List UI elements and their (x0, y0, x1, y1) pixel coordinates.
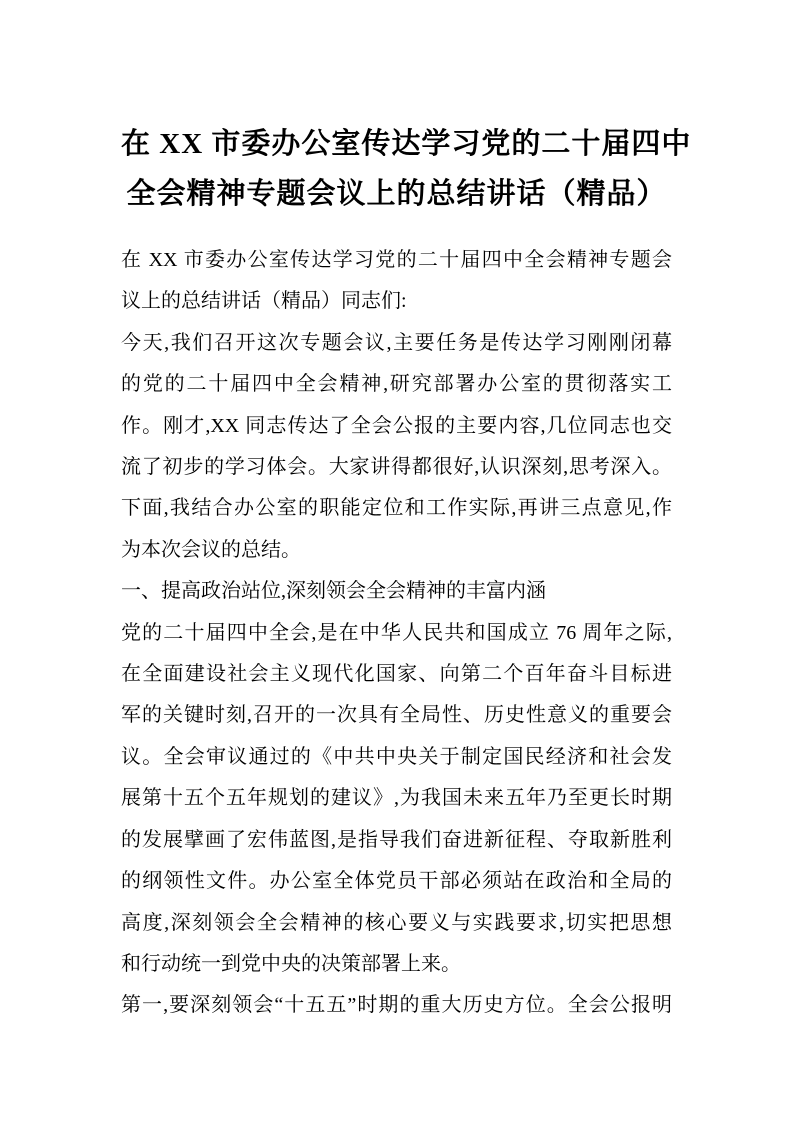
document-title-line-1: 在 XX 市委办公室传达学习党的二十届四中 (121, 128, 692, 160)
body-line: 在全面建设社会主义现代化国家、向第二个百年奋斗目标进 (121, 663, 672, 686)
document-title (0, 0, 793, 219)
body-line: 高度,深刻领会全会精神的核心要义与实践要求,切实把思想 (121, 911, 672, 934)
body-line: 今天,我们召开这次专题会议,主要任务是传达学习刚刚闭幕 (121, 331, 672, 354)
body-line: 的党的二十届四中全会精神,研究部署办公室的贯彻落实工 (121, 373, 672, 396)
document-body (0, 240, 793, 1027)
body-line: 议上的总结讲话（精品）同志们: (121, 290, 407, 313)
body-line: 第一,要深刻领会“十五五”时期的重大历史方位。全会公报明 (121, 994, 672, 1017)
body-line: 流了初步的学习体会。大家讲得都很好,认识深刻,思考深入。 (121, 456, 672, 479)
body-line: 的纲领性文件。办公室全体党员干部必须站在政治和全局的 (121, 870, 672, 893)
body-line: 的发展擘画了宏伟蓝图,是指导我们奋进新征程、夺取新胜利 (121, 828, 672, 851)
body-line: 一、提高政治站位,深刻领会全会精神的丰富内涵 (121, 580, 546, 603)
body-line: 在 XX 市委办公室传达学习党的二十届四中全会精神专题会 (121, 249, 672, 271)
body-line: 军的关键时刻,召开的一次具有全局性、历史性意义的重要会 (121, 704, 672, 727)
body-line: 为本次会议的总结。 (121, 538, 301, 561)
body-line: 和行动统一到党中央的决策部署上来。 (121, 952, 461, 975)
body-line: 议。全会审议通过的《中共中央关于制定国民经济和社会发 (121, 745, 672, 768)
body-line: 党的二十届四中全会,是在中华人民共和国成立 76 周年之际, (121, 621, 672, 644)
body-line: 下面,我结合办公室的职能定位和工作实际,再讲三点意见,作 (121, 497, 672, 520)
document-title-line-2: 全会精神专题会议上的总结讲话（精品） (126, 178, 667, 210)
body-line: 作。刚才,XX 同志传达了全会公报的主要内容,几位同志也交 (121, 414, 672, 437)
body-line: 展第十五个五年规划的建议》,为我国未来五年乃至更长时期 (121, 787, 672, 810)
